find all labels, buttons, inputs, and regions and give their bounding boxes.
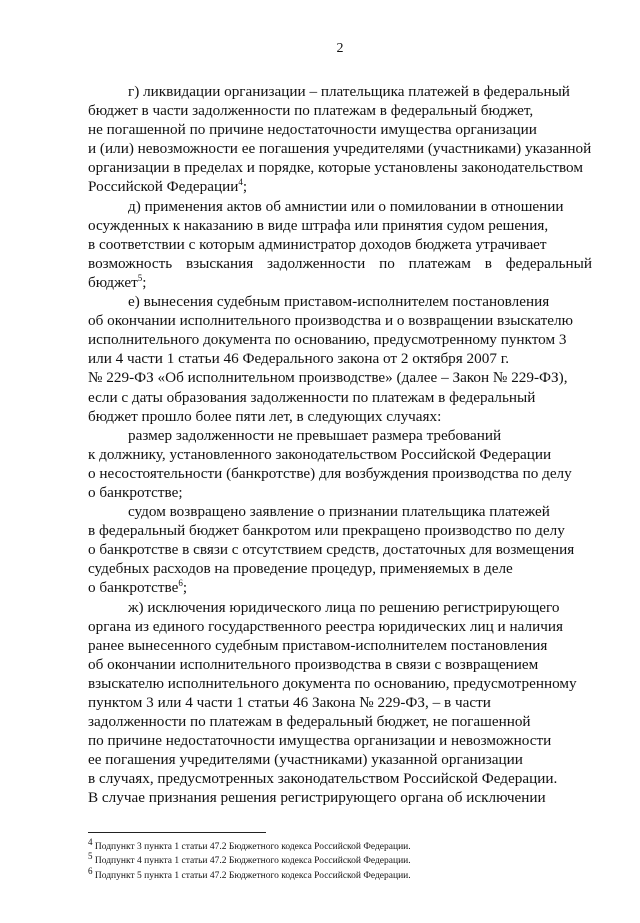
paragraph-e <box>88 292 592 426</box>
paragraph-text: г) ликвидации организации – плательщика платежей в федеральный бюджет в части задолженности по платежам в федеральный бюджет, не погашенной по причине недостаточности имущества организации и (или) невозможности ее погашения учредителями (участниками) указанной организации в пределах и порядке, которые установлены законодательством Российской Федерации <box>88 83 592 196</box>
footnotes <box>88 836 592 884</box>
footnote-reference: 4 <box>238 177 243 188</box>
footnote-mark: 6 <box>88 865 93 876</box>
paragraph-text: ж) исключения юридического лица по решению регистрирующего органа из единого государственного реестра юридических лиц и наличия ранее вынесенного судебным приставом-исполнителем постановления об окончании исполнительного производства в связи с возвращением взыскателю исполнительного документа по основанию, предусмотренному пунктом 3 или 4 части 1 статьи 46 Закона № 229-ФЗ, – в части задолженности по платежам в федеральный бюджет, не погашенной по причине недостаточности имущества организации и невозможности ее погашения учредителями (участниками) указанной организации в случаях, предусмотренных законодательством Российской Федерации. В случае признания решения регистрирующего органа об исключении <box>88 598 577 807</box>
footnote-text: Подпункт 4 пункта 1 статьи 47.2 Бюджетного кодекса Российской Федерации. <box>92 856 411 867</box>
paragraph-e-case-1 <box>88 426 592 502</box>
paragraph-e-case-2 <box>88 502 592 597</box>
footnote-reference: 5 <box>137 272 143 283</box>
paragraph-text: судом возвращено заявление о признании плательщика платежей в федеральный бюджет банкротом или прекращено производство по делу о банкротстве в связи с отсутствием средств, достаточных для возмещения судебных расходов на проведение процедур, применяемых в деле о банкротстве <box>88 503 575 597</box>
paragraph-d <box>88 197 592 292</box>
footnote-6 <box>88 865 592 884</box>
body-text <box>88 82 592 808</box>
paragraph-tail: ; <box>242 178 248 196</box>
footnote-text: Подпункт 3 пункта 1 статьи 47.2 Бюджетного кодекса Российской Федерации. <box>92 841 411 852</box>
footnote-divider <box>88 832 266 833</box>
paragraph-text: размер задолженности не превышает размера требований к должнику, установленного законодательством Российской Федерации о несостоятельности (банкротстве) для возбуждения производства по делу о банкротстве; <box>88 426 572 501</box>
footnote-4 <box>88 836 592 855</box>
paragraph-text: д) применения актов об амнистии или о помиловании в отношении осужденных к наказанию в виде штрафа или принятия судом решения, в соответствии с которым администратор доходов бюджета утрачивает возможность взыскания задолженности по платежам в федеральный бюджет <box>88 197 592 291</box>
paragraph-zh <box>88 598 592 808</box>
footnote-mark: 4 <box>88 836 93 847</box>
paragraph-tail: ; <box>142 273 147 291</box>
paragraph-text: е) вынесения судебным приставом-исполнителем постановления об окончании исполнительного производства и о возвращении взыскателю исполнительного документа по основанию, предусмотренному пунктом 3 или 4 части 1 статьи 46 Федерального закона от 2 октября 2007 г. № 229-ФЗ «Об исполнительном производстве» (далее – Закон № 229-ФЗ), если с даты образования задолженности по платежам в федеральный бюджет прошло более пяти лет, в следующих случаях: <box>88 293 573 425</box>
page-number: 2 <box>336 41 344 56</box>
paragraph-g <box>88 82 592 197</box>
footnote-mark: 5 <box>88 850 93 861</box>
footnote-text: Подпункт 5 пункта 1 статьи 47.2 Бюджетного кодекса Российской Федерации. <box>92 870 411 881</box>
paragraph-tail: ; <box>182 579 188 597</box>
footnote-5 <box>88 850 592 869</box>
footnote-reference: 6 <box>178 578 183 589</box>
